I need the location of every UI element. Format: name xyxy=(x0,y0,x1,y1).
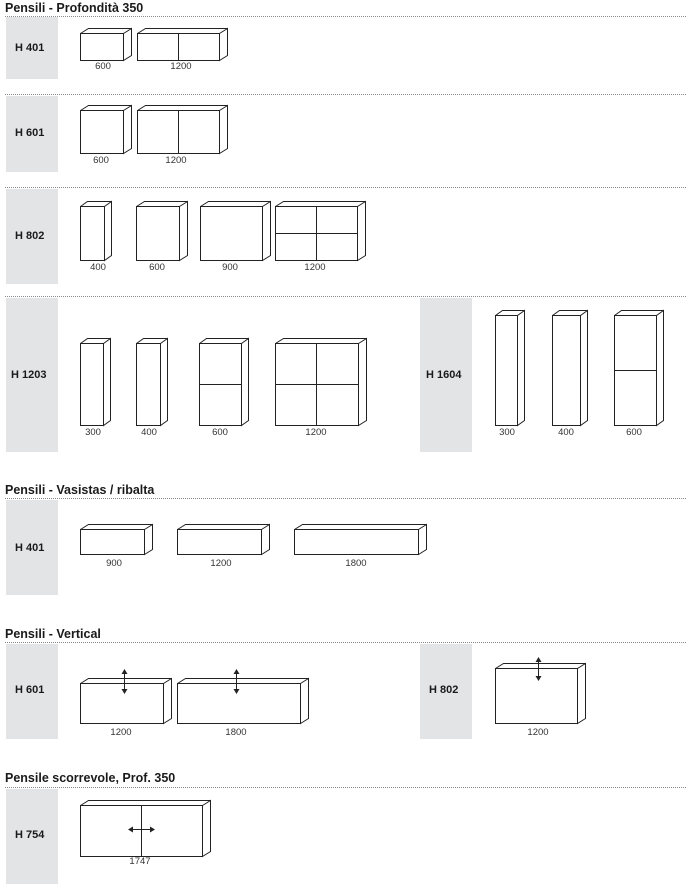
width-label: 1200 xyxy=(527,727,549,738)
cabinet-drawing xyxy=(81,339,111,426)
width-label: 600 xyxy=(93,155,109,166)
cabinet-drawing xyxy=(81,106,132,154)
cabinet-drawing xyxy=(81,679,172,724)
cabinet-drawing xyxy=(138,29,228,61)
section-title-profondita: Pensili - Profondità 350 xyxy=(5,1,144,15)
width-label: 1747 xyxy=(129,856,151,867)
width-label: 400 xyxy=(141,427,157,438)
height-label-vertical-h802: H 802 xyxy=(429,684,459,696)
vertical-lift-arrow-icon xyxy=(122,669,128,694)
cabinet-drawing xyxy=(276,202,366,261)
cabinet-drawing xyxy=(137,339,168,426)
cabinet-drawing xyxy=(81,801,211,857)
height-label-h1604: H 1604 xyxy=(426,369,462,381)
width-label: 400 xyxy=(558,427,574,438)
width-label: 1800 xyxy=(345,558,367,569)
cabinet-drawing xyxy=(496,311,525,426)
vertical-lift-arrow-icon xyxy=(234,669,240,694)
width-label: 300 xyxy=(85,427,101,438)
cabinet-drawing xyxy=(138,106,228,154)
cabinet-drawing xyxy=(137,202,188,261)
width-label: 1800 xyxy=(225,727,247,738)
section-title-vasistas: Pensili - Vasistas / ribalta xyxy=(5,483,155,497)
cabinet-drawing xyxy=(201,202,271,261)
width-label: 1200 xyxy=(170,61,192,72)
cabinet-drawing xyxy=(295,525,427,555)
section-title-vertical: Pensili - Vertical xyxy=(5,627,101,641)
cabinet-drawing xyxy=(276,339,367,426)
width-label: 600 xyxy=(95,61,111,72)
cabinet-drawing xyxy=(615,311,664,426)
cabinet-drawing xyxy=(553,311,588,426)
cabinet-drawing xyxy=(81,202,112,261)
width-label: 1200 xyxy=(304,262,326,273)
width-label: 900 xyxy=(106,558,122,569)
width-label: 400 xyxy=(90,262,106,273)
width-label: 1200 xyxy=(305,427,327,438)
section-title-scorrevole: Pensile scorrevole, Prof. 350 xyxy=(5,771,176,785)
height-label-vertical-h601: H 601 xyxy=(15,684,45,696)
cabinet-drawing xyxy=(178,679,309,724)
width-label: 300 xyxy=(499,427,515,438)
width-label: 600 xyxy=(212,427,228,438)
width-label: 600 xyxy=(626,427,642,438)
height-label-h802: H 802 xyxy=(15,230,45,242)
cabinet-drawing xyxy=(81,29,132,61)
width-label: 1200 xyxy=(210,558,232,569)
height-label-scorrevole-h754: H 754 xyxy=(15,829,45,841)
width-label: 600 xyxy=(149,262,165,273)
height-label-h601: H 601 xyxy=(15,127,45,139)
height-label-vasistas-h401: H 401 xyxy=(15,542,45,554)
cabinet-drawing xyxy=(81,525,153,555)
cabinet-drawing xyxy=(200,339,249,426)
height-label-h1203: H 1203 xyxy=(11,369,47,381)
cabinet-drawing xyxy=(178,525,270,555)
width-label: 1200 xyxy=(110,727,132,738)
width-label: 900 xyxy=(222,262,238,273)
height-label-h401: H 401 xyxy=(15,42,45,54)
width-label: 1200 xyxy=(165,155,187,166)
cabinet-drawing xyxy=(496,664,586,724)
